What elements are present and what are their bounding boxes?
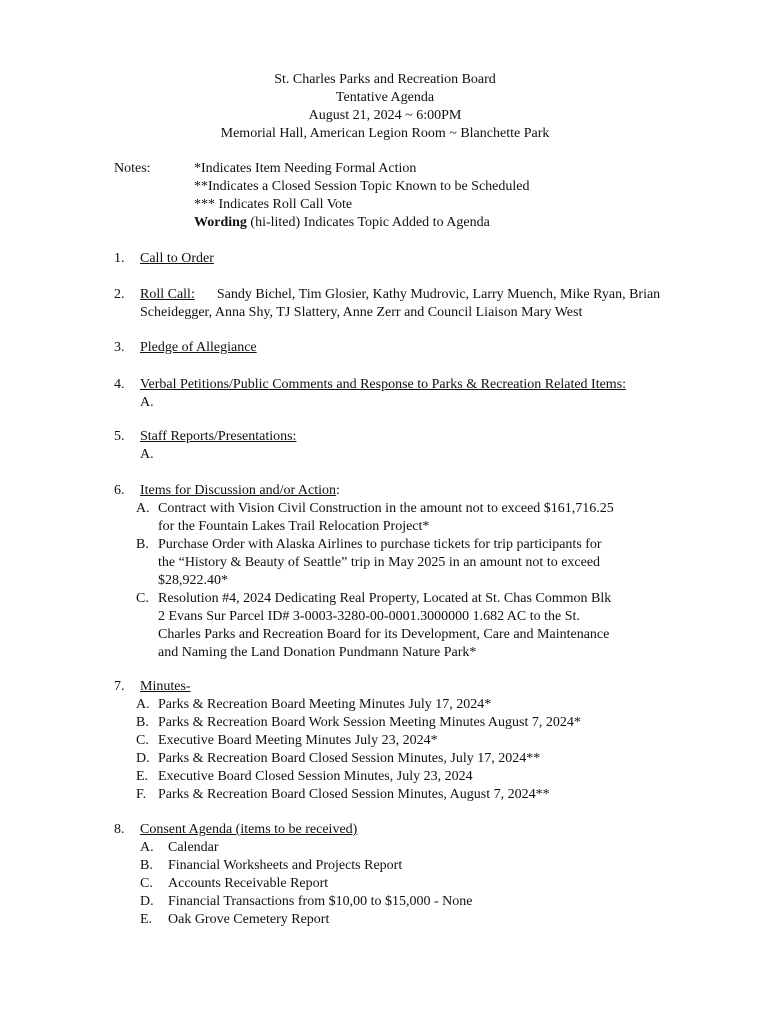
item-title: Pledge of Allegiance: [140, 340, 257, 355]
item-title: Roll Call:: [140, 287, 195, 302]
consent-item-b: B. Financial Worksheets and Projects Report: [140, 858, 403, 873]
meeting-date: August 21, 2024 ~ 6:00PM: [308, 108, 462, 123]
note-line-4-text: (hi-lited) Indicates Topic Added to Agenda: [246, 215, 490, 230]
consent-item-a: A. Calendar: [140, 840, 219, 855]
roll-call-names-1: Sandy Bichel, Tim Glosier, Kathy Mudrovic, Larry Muench, Mike Ryan, Brian: [216, 287, 661, 302]
item-number: 4.: [114, 377, 125, 392]
minutes-item-b: B. Parks & Recreation Board Work Session Meeting Minutes August 7, 2024*: [136, 715, 581, 730]
sub-item-c-cont-1: 2 Evans Sur Parcel ID# 3-0003-3280-00-0001.3000000 1.682 AC to the St.: [158, 609, 580, 624]
item-number: 5.: [114, 429, 125, 444]
minutes-item-e: E. Executive Board Closed Session Minutes, July 23, 2024: [136, 769, 473, 784]
sub-item-a-cont: for the Fountain Lakes Trail Relocation Project*: [158, 519, 430, 534]
meeting-location: Memorial Hall, American Legion Room ~ Blanchette Park: [220, 126, 550, 141]
consent-item-d: D. Financial Transactions from $10,00 to $15,000 - None: [140, 894, 473, 909]
note-line-3: *** Indicates Roll Call Vote: [194, 197, 353, 212]
item-title: Items for Discussion and/or Action: [140, 483, 336, 498]
sub-item-a: A. Contract with Vision Civil Construction in the amount not to exceed $161,716.25: [136, 501, 614, 516]
note-line-2: **Indicates a Closed Session Topic Known to be Scheduled: [194, 179, 530, 194]
notes-label: Notes:: [114, 161, 151, 176]
item-number: 6.: [114, 483, 125, 498]
note-bold-word: Wording: [194, 215, 247, 230]
note-line-4: [194, 214, 614, 232]
sub-item-c-cont-3: and Naming the Land Donation Pundmann Nature Park*: [158, 645, 477, 660]
sub-item-label: A.: [140, 447, 154, 462]
item-title: Minutes-: [140, 679, 191, 694]
note-line-1: *Indicates Item Needing Formal Action: [194, 161, 417, 176]
consent-item-c: C. Accounts Receivable Report: [140, 876, 329, 891]
minutes-item-a: A. Parks & Recreation Board Meeting Minutes July 17, 2024*: [136, 697, 492, 712]
item-title: Staff Reports/Presentations:: [140, 429, 297, 444]
item-number: 8.: [114, 822, 125, 837]
sub-item-b-cont-2: $28,922.40*: [158, 573, 228, 588]
sub-item-c: C. Resolution #4, 2024 Dedicating Real Property, Located at St. Chas Common Blk: [136, 591, 612, 606]
item-number: 2.: [114, 287, 125, 302]
minutes-item-d: D. Parks & Recreation Board Closed Session Minutes, July 17, 2024**: [136, 751, 541, 766]
item-number: 1.: [114, 251, 125, 266]
item-number: 3.: [114, 340, 125, 355]
sub-item-b-cont-1: the “History & Beauty of Seattle” trip in May 2025 in an amount not to exceed: [158, 555, 601, 570]
item-number: 7.: [114, 679, 125, 694]
item-title: Consent Agenda (items to be received): [140, 822, 358, 837]
sub-item-label: A.: [140, 395, 154, 410]
minutes-item-f: F. Parks & Recreation Board Closed Session Minutes, August 7, 2024**: [136, 787, 550, 802]
minutes-item-c: C. Executive Board Meeting Minutes July 23, 2024*: [136, 733, 438, 748]
item-title: Call to Order: [140, 251, 214, 266]
agenda-header: [0, 71, 770, 143]
sub-item-b: B. Purchase Order with Alaska Airlines to purchase tickets for trip participants for: [136, 537, 602, 552]
board-name: St. Charles Parks and Recreation Board: [274, 72, 496, 87]
item-title-colon: :: [335, 483, 340, 498]
roll-call-names-2: Scheidegger, Anna Shy, TJ Slattery, Anne Zerr and Council Liaison Mary West: [140, 305, 583, 320]
consent-item-e: E. Oak Grove Cemetery Report: [140, 912, 330, 927]
document-title: Tentative Agenda: [335, 90, 435, 105]
item-title: Verbal Petitions/Public Comments and Response to Parks & Recreation Related Items:: [140, 377, 627, 392]
sub-item-c-cont-2: Charles Parks and Recreation Board for its Development, Care and Maintenance: [158, 627, 610, 642]
